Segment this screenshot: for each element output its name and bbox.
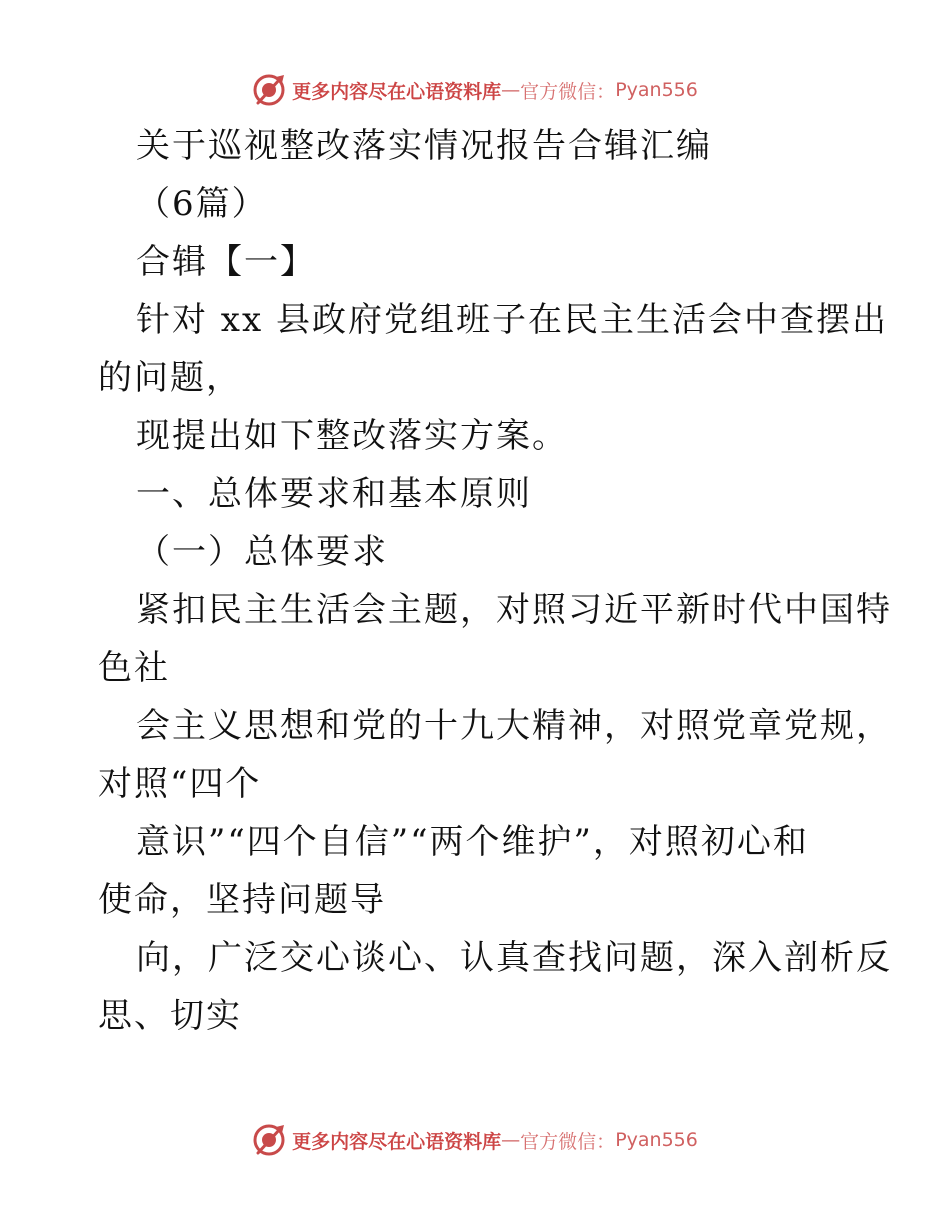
- quill-logo-icon: [252, 1123, 286, 1157]
- paragraph-line: 针对 xx 县政府党组班子在民主生活会中查摆出: [136, 300, 888, 340]
- document-body: [98, 117, 892, 1045]
- document-subtitle: （6篇）: [136, 184, 268, 224]
- header-watermark-id: Pyan556: [615, 79, 698, 101]
- paragraph-line: 向，广泛交心谈心、认真查找问题，深入剖析反: [136, 938, 892, 978]
- footer-watermark: [252, 1123, 698, 1157]
- paragraph-line: 意识”“四个自信”“两个维护”，对照初心和: [136, 822, 809, 862]
- header-watermark-dash: —: [501, 79, 521, 101]
- header-watermark: [252, 73, 698, 107]
- paragraph-line: 色社: [98, 648, 170, 688]
- header-watermark-label: 官方微信：: [520, 80, 616, 103]
- header-watermark-prefix: 更多内容尽在心语资料库: [292, 80, 502, 103]
- document-title: 关于巡视整改落实情况报告合辑汇编: [136, 126, 712, 166]
- footer-watermark-dash: —: [501, 1129, 521, 1151]
- paragraph-line: 的问题，: [98, 358, 242, 398]
- paragraph-line: 会主义思想和党的十九大精神，对照党章党规，: [136, 706, 892, 746]
- footer-watermark-id: Pyan556: [615, 1129, 698, 1151]
- quill-logo-icon: [252, 73, 286, 107]
- header-watermark-banner: [0, 70, 950, 110]
- footer-watermark-prefix: 更多内容尽在心语资料库: [292, 1130, 502, 1153]
- paragraph-line: 紧扣民主生活会主题，对照习近平新时代中国特: [136, 590, 892, 630]
- paragraph-line: 使命，坚持问题导: [98, 880, 386, 920]
- paragraph-line: 思、切实: [98, 996, 242, 1036]
- paragraph-line: 现提出如下整改落实方案。: [136, 416, 568, 456]
- section-heading: 合辑【一】: [136, 242, 316, 282]
- footer-watermark-label: 官方微信：: [520, 1130, 616, 1153]
- section-heading: 一、总体要求和基本原则: [136, 474, 532, 514]
- footer-watermark-banner: [0, 1120, 950, 1160]
- subsection-heading: （一）总体要求: [136, 532, 388, 572]
- paragraph-line: 对照“四个: [98, 764, 262, 804]
